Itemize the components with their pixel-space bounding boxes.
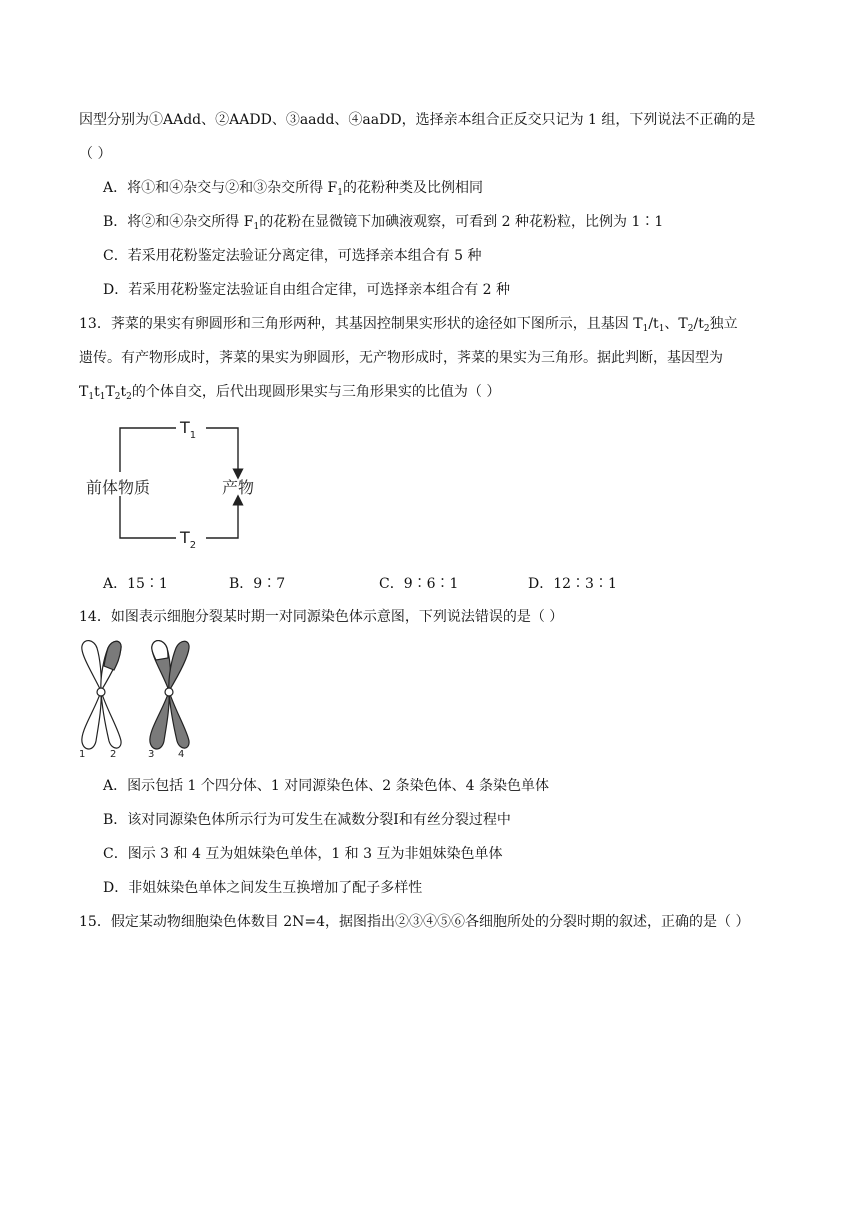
chromatid-3-top-white [152,641,168,660]
q12-answer-paren: （ ） [79,146,112,162]
q14-option-b: B．该对同源染色体所示行为可发生在减数分裂Ⅰ和有丝分裂过程中 [103,812,511,828]
q14-option-d: D．非姐妹染色单体之间发生互换增加了配子多样性 [103,880,423,896]
q13-stem-line-1: 13．荠菜的果实有卵圆形和三角形两种，其基因控制果实形状的途径如下图所示，且基因 $T_1/t_1$、$T_2/t_2$独立 [79,316,738,334]
q12-option-b: B．将②和④杂交所得 $F_1$的花粉在显微镜下加碘液观察，可看到 2 种花粉粒，比例为 1∶1 [103,214,664,232]
chromatid-2-top-shade [104,641,121,670]
centromere-left [97,688,105,696]
chromosome-right [150,641,189,749]
q12-option-a: A．将①和④杂交与②和③杂交所得 $F_1$的花粉种类及比例相同 [103,180,484,198]
chromatid-label-1: 1 [79,749,86,760]
q13-pathway-diagram [80,412,280,562]
q13-bottom-path [120,496,176,538]
chromatid-2-bottom [101,691,121,748]
q14-option-c: C．图示 3 和 4 互为姐妹染色单体，1 和 3 互为非姐妹染色单体 [103,846,503,862]
q14-chromosome-diagram [74,636,198,760]
chromatid-label-4: 4 [178,749,185,760]
q13-option-b: B．9∶7 [229,576,286,592]
chromatid-4-top [169,641,189,691]
centromere-right [165,688,173,696]
q13-option-c: C．9∶6∶1 [379,576,459,592]
chromatid-1-bottom [82,691,101,749]
q13-top-path [120,428,176,472]
chromatid-label-3: 3 [148,749,155,760]
q15-stem: 15．假定某动物细胞染色体数目 2N=4，据图指出②③④⑤⑥各细胞所处的分裂时期的叙述，正确的是（ ） [79,914,750,930]
chromatid-4-bottom [169,691,189,748]
q13-stem-line-2: 遗传。有产物形成时，荠菜的果实为卵圆形，无产物形成时，荠菜的果实为三角形。据此判断，基因型为 [79,350,723,366]
q13-bottom-path-right [206,500,238,538]
q13-gene-t1-label: $T_1$ [180,418,197,441]
q12-option-c: C．若采用花粉鉴定法验证分离定律，可选择亲本组合有 5 种 [103,248,482,264]
q13-option-a: A．15∶1 [103,576,168,592]
chromosome-left [82,641,121,749]
q13-precursor-label: 前体物质 [86,478,151,497]
q13-stem-line-3: $T_1t_1T_2t_2$的个体自交，后代出现圆形果实与三角形果实的比值为（ ） [79,384,501,402]
q14-option-a: A．图示包括 1 个四分体、1 对同源染色体、2 条染色体、4 条染色单体 [103,778,549,794]
q13-product-label: 产物 [222,478,255,497]
q12-stem-line: 因型分别为①AAdd、②AADD、③aadd、④aaDD，选择亲本组合正反交只记为 1 组，下列说法不正确的是 [79,112,756,128]
chromatid-1 [82,641,101,691]
q13-option-d: D．12∶3∶1 [528,576,617,592]
chromatid-3-bottom [150,691,169,749]
q12-option-d: D．若采用花粉鉴定法验证自由组合定律，可选择亲本组合有 2 种 [103,282,511,298]
q13-top-path-right [206,428,238,474]
chromatid-label-2: 2 [110,749,117,760]
q14-stem: 14．如图表示细胞分裂某时期一对同源染色体示意图，下列说法错误的是（ ） [79,609,564,625]
q13-gene-t2-label: $T_2$ [180,528,197,551]
